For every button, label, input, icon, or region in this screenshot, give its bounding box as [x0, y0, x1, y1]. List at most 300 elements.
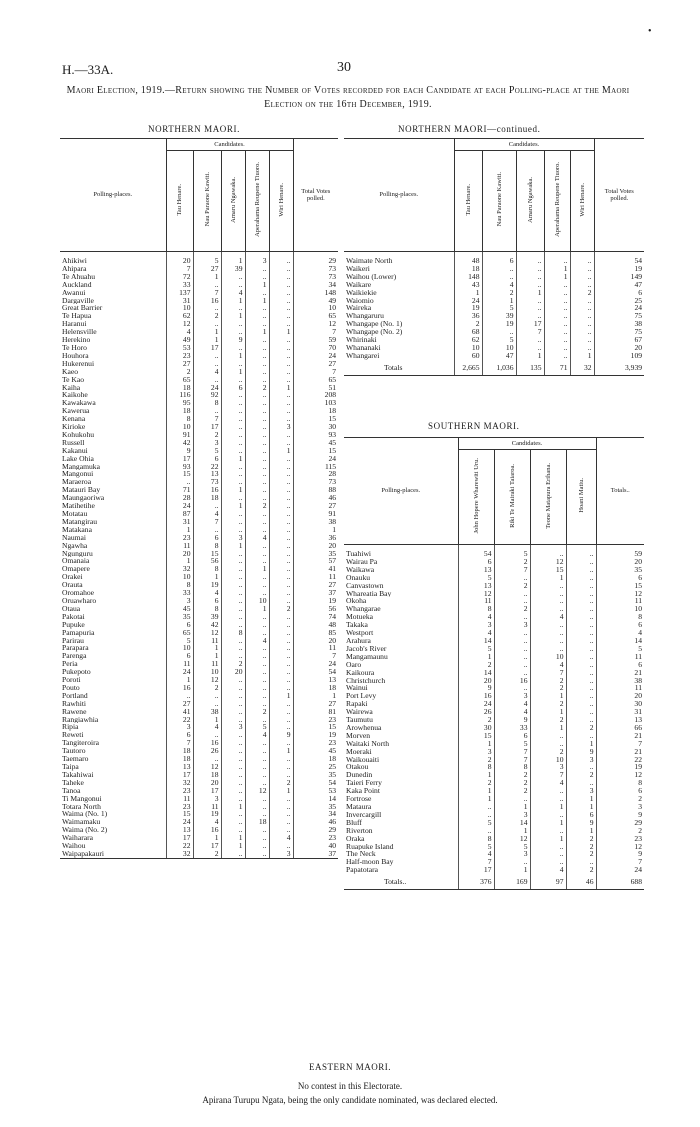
vote-count-cell: 2 — [566, 866, 596, 874]
table-row — [60, 573, 338, 581]
total-votes-cell: 24 — [594, 304, 644, 312]
vote-count-cell: 9 — [166, 447, 193, 455]
vote-count-cell: 13 — [458, 566, 494, 574]
polling-place-name: Oraka — [346, 834, 365, 843]
table-row — [344, 803, 644, 811]
vote-count-cell: .. — [269, 755, 293, 763]
polling-place-name: Taieri Ferry — [346, 779, 382, 788]
vote-count-cell: .. — [193, 526, 221, 534]
vote-count-cell: .. — [544, 320, 570, 328]
vote-count-cell: 4 — [166, 328, 193, 336]
vote-count-cell: .. — [516, 304, 544, 312]
vote-count-cell: 45 — [166, 605, 193, 613]
vote-count-cell: .. — [570, 336, 594, 344]
table-row — [344, 684, 644, 692]
table-row — [60, 581, 338, 589]
total-votes-cell: 73 — [293, 478, 338, 486]
vote-count-cell: .. — [245, 755, 269, 763]
vote-count-cell: 11 — [193, 803, 221, 811]
table-row — [60, 518, 338, 526]
polling-place-name: Kohukohu — [62, 430, 95, 439]
vote-count-cell: 53 — [166, 344, 193, 352]
polling-place-name: Waipapakauri — [60, 850, 166, 858]
table-row — [60, 328, 338, 336]
vote-count-cell: 6 — [458, 558, 494, 566]
vote-count-cell: 1 — [530, 819, 566, 827]
vote-count-cell: .. — [269, 652, 293, 660]
table-row — [344, 273, 644, 281]
vote-count-cell: 87 — [166, 510, 193, 518]
vote-count-cell: .. — [516, 336, 544, 344]
vote-count-cell: 20 — [166, 550, 193, 558]
total-votes-cell: 29 — [293, 826, 338, 834]
vote-count-cell: 1 — [245, 605, 269, 613]
vote-count-cell: 17 — [193, 787, 221, 795]
total-votes-cell: 75 — [594, 328, 644, 336]
vote-count-cell: .. — [458, 811, 494, 819]
vote-count-cell: .. — [221, 637, 245, 645]
vote-count-cell: .. — [530, 605, 566, 613]
vote-count-cell: .. — [221, 731, 245, 739]
vote-count-cell: .. — [566, 661, 596, 669]
polling-place-name: Waikare — [346, 280, 372, 289]
table-row — [60, 368, 338, 376]
vote-count-cell: .. — [221, 391, 245, 399]
vote-count-cell: .. — [221, 810, 245, 818]
vote-count-cell: 24 — [458, 700, 494, 708]
polling-place-name: Taemaro — [62, 755, 89, 763]
vote-count-cell: 17 — [193, 344, 221, 352]
total-votes-cell: 29 — [293, 252, 338, 265]
vote-count-cell: .. — [221, 795, 245, 803]
polling-place-name: Taipa — [62, 763, 79, 771]
table-row — [344, 545, 644, 558]
vote-count-cell: 15 — [530, 566, 566, 574]
polling-place-name: Auckland — [62, 280, 92, 289]
polling-place-name: Orauta — [62, 581, 83, 590]
vote-count-cell: .. — [193, 692, 221, 700]
vote-count-cell: 1 — [458, 653, 494, 661]
vote-count-cell: .. — [221, 376, 245, 384]
vote-count-cell: .. — [221, 700, 245, 708]
vote-count-cell: 2 — [566, 724, 596, 732]
total-votes-cell: 6 — [594, 289, 644, 297]
table-row — [60, 510, 338, 518]
vote-count-cell: 1 — [516, 352, 544, 360]
vote-count-cell: .. — [245, 684, 269, 692]
vote-count-cell: 12 — [193, 763, 221, 771]
vote-count-cell: 148 — [454, 273, 482, 281]
table-row — [344, 566, 644, 574]
polling-place-name: Peria — [62, 660, 78, 669]
table-row — [344, 669, 644, 677]
vote-count-cell: 1 — [530, 803, 566, 811]
vote-count-cell: .. — [269, 415, 293, 423]
vote-count-cell: .. — [245, 803, 269, 811]
vote-count-cell: .. — [566, 629, 596, 637]
vote-count-cell: 1 — [221, 803, 245, 811]
vote-count-cell: 41 — [166, 708, 193, 716]
polling-place-name: Whangaruru — [346, 312, 384, 321]
table-row — [344, 312, 644, 320]
vote-count-cell: 27 — [166, 360, 193, 368]
vote-count-cell: 4 — [530, 779, 566, 787]
polling-place-name: Pupuke — [62, 620, 85, 629]
vote-count-cell: 49 — [166, 336, 193, 344]
vote-count-cell: .. — [530, 858, 566, 866]
vote-count-cell: 3 — [269, 423, 293, 431]
table-row — [344, 866, 644, 874]
polling-place-name: Mataura — [346, 803, 372, 811]
total-votes-cell: 29 — [596, 819, 644, 827]
table-row — [60, 850, 338, 858]
vote-count-cell: 10 — [166, 573, 193, 581]
polling-place-name: Rawene — [62, 707, 87, 716]
table-row — [60, 621, 338, 629]
total-votes-cell: 46 — [293, 494, 338, 502]
candidate-header: Aperahama Reupene Tiuoro. — [253, 162, 261, 237]
vote-count-cell: .. — [516, 297, 544, 305]
vote-count-cell: .. — [566, 582, 596, 590]
table-row — [60, 273, 338, 281]
vote-count-cell: .. — [221, 557, 245, 565]
vote-count-cell: 43 — [454, 281, 482, 289]
vote-count-cell: .. — [269, 542, 293, 550]
vote-count-cell: .. — [544, 312, 570, 320]
table-row — [344, 850, 644, 858]
table-row — [344, 708, 644, 716]
table-row — [60, 376, 338, 384]
vote-count-cell: 6 — [166, 652, 193, 660]
table-row — [60, 692, 338, 700]
table-row — [344, 621, 644, 629]
vote-count-cell: 32 — [166, 850, 193, 858]
vote-count-cell: 6 — [193, 597, 221, 605]
vote-count-cell: 18 — [245, 818, 269, 826]
vote-count-cell: 7 — [193, 415, 221, 423]
vote-count-cell: 62 — [454, 336, 482, 344]
vote-count-cell: .. — [245, 399, 269, 407]
total-votes-cell: 25 — [293, 763, 338, 771]
table-row — [60, 795, 338, 803]
total-votes-cell: 2 — [596, 795, 644, 803]
vote-count-cell: .. — [245, 834, 269, 842]
vote-count-cell: 1 — [530, 708, 566, 716]
vote-count-cell: .. — [221, 605, 245, 613]
vote-count-cell: .. — [245, 415, 269, 423]
vote-count-cell: .. — [494, 795, 530, 803]
total-votes-cell: 45 — [293, 439, 338, 447]
table-row — [60, 336, 338, 344]
total-votes-cell: 15 — [596, 582, 644, 590]
vote-count-cell: .. — [566, 621, 596, 629]
vote-count-cell: .. — [516, 312, 544, 320]
polling-place-name: Waima (No. 2) — [62, 826, 108, 835]
vote-count-cell: 2 — [482, 289, 516, 297]
table-row — [344, 763, 644, 771]
vote-count-cell: .. — [193, 755, 221, 763]
totals-row — [344, 874, 644, 889]
polling-place-name: Wairewa — [346, 708, 373, 717]
vote-count-cell: 10 — [166, 644, 193, 652]
vote-count-cell: .. — [245, 352, 269, 360]
vote-count-cell: .. — [530, 637, 566, 645]
vote-count-cell: 1 — [221, 834, 245, 842]
vote-count-cell: .. — [245, 336, 269, 344]
vote-count-cell: .. — [245, 447, 269, 455]
vote-count-cell: .. — [566, 645, 596, 653]
vote-count-cell: 12 — [166, 320, 193, 328]
vote-count-cell: .. — [544, 297, 570, 305]
vote-count-cell: .. — [193, 304, 221, 312]
vote-count-cell: 18 — [166, 747, 193, 755]
polling-place-name: Waiharara — [62, 834, 94, 843]
vote-count-cell: 16 — [166, 684, 193, 692]
vote-count-cell: .. — [269, 526, 293, 534]
vote-count-cell: .. — [458, 827, 494, 835]
vote-count-cell: .. — [221, 399, 245, 407]
polling-place-name: Jacob's River — [346, 644, 387, 653]
vote-count-cell: .. — [269, 668, 293, 676]
vote-count-cell: 3 — [166, 597, 193, 605]
total-votes-cell: 46 — [293, 818, 338, 826]
table-row — [60, 463, 338, 471]
vote-count-cell: .. — [269, 826, 293, 834]
total-votes-cell: 14 — [293, 795, 338, 803]
vote-count-cell: .. — [566, 613, 596, 621]
vote-count-cell: .. — [245, 455, 269, 463]
document-title: Maori Election, 1919.—Return showing the Number of Votes recorded for each Candidate at each Polling-place at the Maori Election on the 16th December, 1919. — [66, 85, 630, 110]
table-row — [60, 652, 338, 660]
vote-count-cell: 16 — [193, 826, 221, 834]
vote-count-cell: 1 — [269, 447, 293, 455]
vote-count-cell: .. — [269, 352, 293, 360]
vote-count-cell: 4 — [245, 534, 269, 542]
vote-count-cell: 9 — [566, 819, 596, 827]
table-row — [60, 550, 338, 558]
total-votes-cell: 54 — [293, 779, 338, 787]
vote-count-cell: .. — [566, 716, 596, 724]
vote-count-cell: 2 — [458, 779, 494, 787]
vote-count-cell: 17 — [166, 455, 193, 463]
vote-count-cell: .. — [269, 518, 293, 526]
total-votes-cell: 27 — [293, 581, 338, 589]
table-row — [344, 336, 644, 344]
vote-count-cell: 1 — [166, 676, 193, 684]
vote-count-cell: 2 — [494, 605, 530, 613]
table-row — [60, 447, 338, 455]
table-row — [344, 748, 644, 756]
vote-count-cell: .. — [566, 700, 596, 708]
polling-place-name: Matihetihe — [62, 502, 95, 510]
polling-place-name: Bluff — [346, 818, 362, 827]
polling-place-name: Rawhiti — [62, 699, 87, 708]
vote-count-cell: 20 — [166, 252, 193, 265]
vote-count-cell: .. — [544, 281, 570, 289]
vote-count-cell: .. — [193, 320, 221, 328]
table-row — [60, 297, 338, 305]
polling-place-name: Whangarei — [346, 351, 380, 360]
vote-count-cell: .. — [221, 281, 245, 289]
vote-count-cell: 3 — [494, 621, 530, 629]
vote-count-cell: 14 — [494, 819, 530, 827]
vote-count-cell: .. — [221, 747, 245, 755]
vote-count-cell: 1 — [193, 644, 221, 652]
vote-count-cell: .. — [516, 344, 544, 352]
vote-count-cell: .. — [530, 732, 566, 740]
polling-place-name: Poroti — [62, 676, 81, 684]
table-row — [60, 423, 338, 431]
polling-place-name: Te Kao — [62, 375, 85, 384]
table-row — [344, 771, 644, 779]
vote-count-cell: 95 — [166, 399, 193, 407]
vote-count-cell: .. — [269, 252, 293, 265]
vote-count-cell: 19 — [482, 320, 516, 328]
polling-place-name: Dargaville — [62, 296, 94, 305]
total-votes-cell: 73 — [293, 273, 338, 281]
table-row — [344, 653, 644, 661]
table-row — [60, 803, 338, 811]
vote-count-cell: 65 — [166, 629, 193, 637]
vote-count-cell: 4 — [530, 661, 566, 669]
vote-count-cell: .. — [494, 613, 530, 621]
vote-count-cell: .. — [245, 478, 269, 486]
vote-count-cell: .. — [544, 289, 570, 297]
table-row — [60, 352, 338, 360]
vote-count-cell: 2 — [458, 716, 494, 724]
total-votes-cell: 56 — [293, 605, 338, 613]
vote-count-cell: .. — [269, 344, 293, 352]
total-votes-cell: 115 — [293, 463, 338, 471]
polling-place-name: Arowhenua — [346, 723, 382, 732]
table-row — [60, 542, 338, 550]
total-votes-cell: 19 — [594, 265, 644, 273]
vote-count-cell: 10 — [482, 344, 516, 352]
vote-count-cell: 2 — [566, 835, 596, 843]
vote-count-cell: .. — [269, 312, 293, 320]
vote-count-cell: .. — [269, 660, 293, 668]
polling-place-name: Ahikiwi — [62, 256, 87, 265]
total-votes-cell: 38 — [596, 677, 644, 685]
vote-count-cell: .. — [221, 779, 245, 787]
vote-count-cell: 4 — [193, 589, 221, 597]
candidate-header: Riki Te Mairaki Taiaroa. — [508, 463, 516, 528]
totals-row — [344, 360, 644, 375]
vote-count-cell: .. — [245, 629, 269, 637]
vote-count-cell: 28 — [166, 494, 193, 502]
vote-count-cell: .. — [544, 352, 570, 360]
vote-count-cell: .. — [221, 692, 245, 700]
vote-count-cell: .. — [566, 692, 596, 700]
vote-count-cell: 116 — [166, 391, 193, 399]
vote-count-cell: .. — [269, 818, 293, 826]
vote-count-cell: .. — [530, 590, 566, 598]
vote-count-cell: .. — [245, 739, 269, 747]
vote-count-cell: 1 — [494, 866, 530, 874]
vote-count-cell: .. — [245, 391, 269, 399]
vote-count-cell: 18 — [166, 384, 193, 392]
vote-count-cell: .. — [494, 661, 530, 669]
polling-place-name: Kirioke — [62, 423, 86, 431]
vote-count-cell: 9 — [221, 336, 245, 344]
vote-count-cell: 17 — [516, 320, 544, 328]
vote-count-cell: 68 — [454, 328, 482, 336]
total-votes-cell: 35 — [293, 771, 338, 779]
vote-count-cell: .. — [269, 376, 293, 384]
vote-count-cell: 18 — [166, 407, 193, 415]
total-cell: 1,036 — [482, 360, 516, 375]
table-row — [344, 692, 644, 700]
vote-count-cell: 6 — [221, 384, 245, 392]
vote-count-cell: 31 — [166, 297, 193, 305]
total-votes-cell: 93 — [293, 431, 338, 439]
polling-place-name: Matauri Bay — [62, 486, 101, 495]
total-votes-cell: 37 — [293, 850, 338, 858]
total-votes-cell: 51 — [293, 384, 338, 392]
northern-maori-continued-table — [344, 138, 644, 376]
vote-count-cell: .. — [245, 826, 269, 834]
vote-count-cell: .. — [193, 360, 221, 368]
vote-count-cell: .. — [245, 771, 269, 779]
total-votes-cell: 38 — [594, 320, 644, 328]
vote-count-cell: .. — [566, 637, 596, 645]
vote-count-cell: 4 — [193, 510, 221, 518]
total-votes-cell: 23 — [293, 739, 338, 747]
polling-place-name: Waitaki North — [346, 739, 390, 748]
table-row — [60, 470, 338, 478]
total-votes-cell: 30 — [293, 423, 338, 431]
vote-count-cell: 1 — [458, 795, 494, 803]
polling-place-name: Maraeroa — [62, 478, 92, 487]
vote-count-cell: 7 — [166, 265, 193, 273]
vote-count-cell: 2 — [494, 787, 530, 795]
vote-count-cell: 60 — [454, 352, 482, 360]
vote-count-cell: .. — [544, 304, 570, 312]
vote-count-cell: .. — [269, 644, 293, 652]
vote-count-cell: .. — [566, 732, 596, 740]
total-votes-cell: 2 — [596, 827, 644, 835]
vote-count-cell: 1 — [221, 486, 245, 494]
vote-count-cell: 19 — [193, 581, 221, 589]
margin-dot: • — [648, 26, 652, 37]
total-votes-cell: 21 — [596, 732, 644, 740]
polling-place-name: Houhora — [62, 351, 89, 360]
vote-count-cell: 1 — [269, 692, 293, 700]
vote-count-cell: .. — [221, 407, 245, 415]
table-row — [60, 407, 338, 415]
vote-count-cell: 48 — [454, 252, 482, 265]
polling-place-name: Waireka — [346, 304, 372, 313]
vote-count-cell: 6 — [193, 455, 221, 463]
vote-count-cell: .. — [221, 676, 245, 684]
vote-count-cell: 8 — [193, 399, 221, 407]
vote-count-cell: .. — [269, 486, 293, 494]
vote-count-cell: 17 — [458, 866, 494, 874]
total-votes-cell: 15 — [293, 723, 338, 731]
vote-count-cell: .. — [570, 273, 594, 281]
table-row — [344, 716, 644, 724]
vote-count-cell: 8 — [166, 581, 193, 589]
northern-maori-title: NORTHERN MAORI. — [148, 124, 240, 134]
total-cell: 688 — [596, 874, 644, 889]
polling-place-name: Okoha — [346, 597, 367, 606]
total-votes-cell: 59 — [596, 545, 644, 558]
total-votes-cell: 11 — [596, 684, 644, 692]
polling-place-name: Papatotara — [346, 866, 379, 875]
vote-count-cell: .. — [570, 252, 594, 265]
table-row — [60, 312, 338, 320]
vote-count-cell: 6 — [566, 811, 596, 819]
